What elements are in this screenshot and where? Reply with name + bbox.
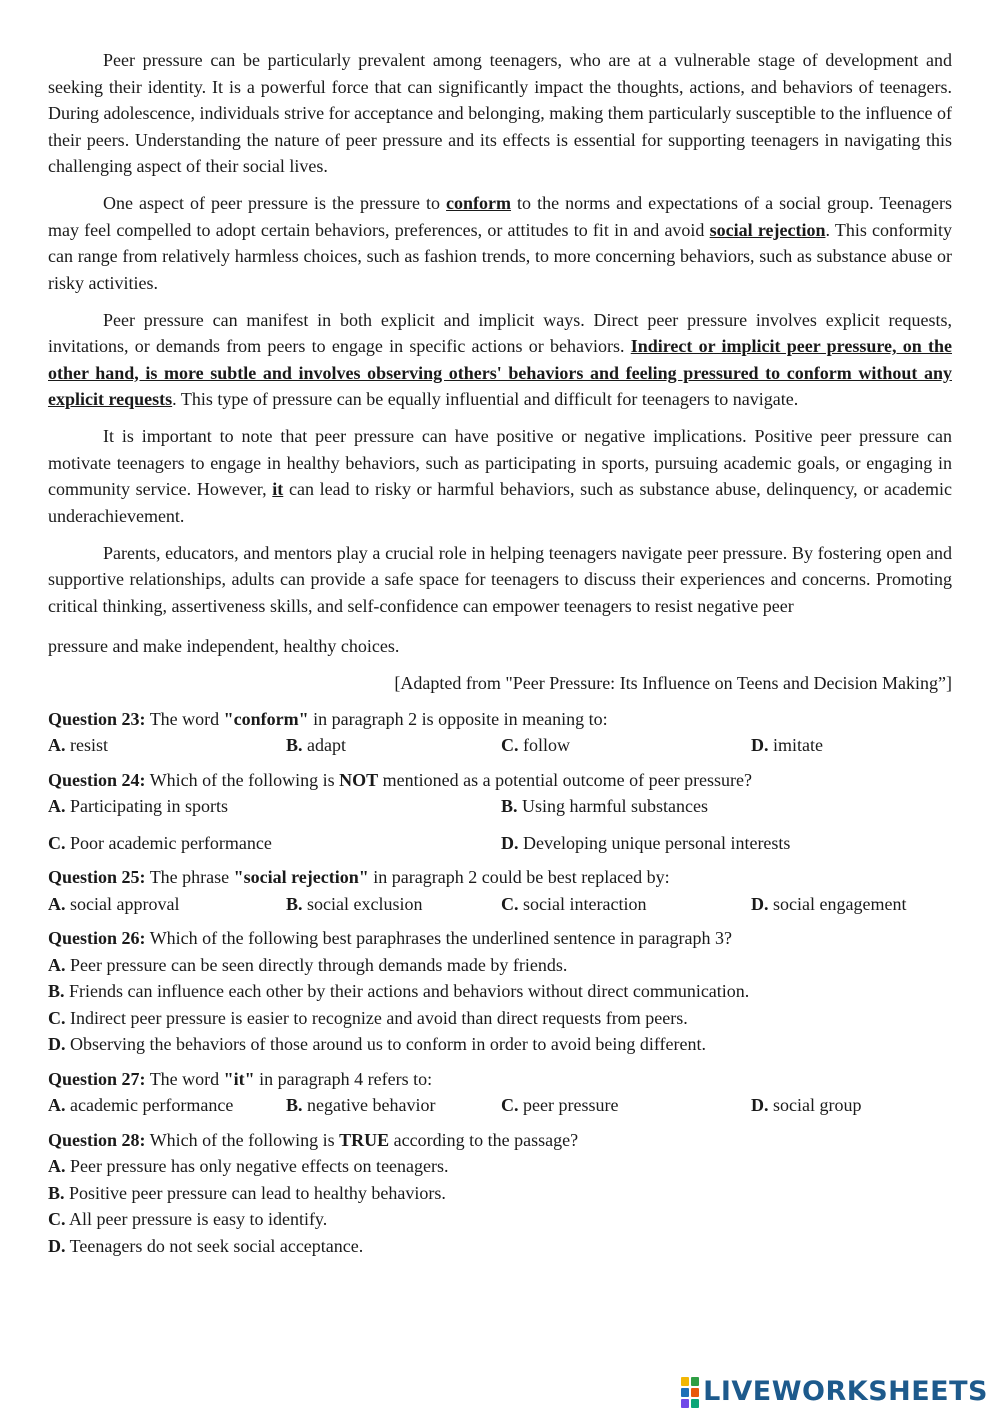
logo-tile	[691, 1388, 699, 1397]
passage-paragraph-4	[48, 423, 952, 529]
option-letter: A.	[48, 893, 66, 914]
text-run: Peer pressure can manifest in both explicit and implicit ways. Direct peer pressure involves explicit requests, invitations, or demands from peers to engage in specific actions or behaviors.	[48, 309, 952, 356]
option-text: resist	[65, 735, 108, 755]
question-label: Question 26:	[48, 928, 146, 948]
option-c[interactable]	[501, 732, 751, 759]
option-b[interactable]	[501, 793, 708, 820]
option-letter: D.	[48, 1034, 66, 1054]
option-letter: A.	[48, 954, 66, 975]
keyword: "conform"	[223, 708, 309, 729]
option-letter: A.	[48, 735, 66, 755]
text-run: to the norms and expectations of a social group. Teenagers may feel compelled to adopt certain behaviors, preferences, or attitudes to fit in and avoid	[48, 193, 952, 240]
option-letter: C.	[48, 1209, 66, 1229]
text-run: The word	[145, 708, 224, 729]
option-letter: B.	[286, 735, 303, 755]
options-row	[48, 793, 952, 820]
passage-paragraph-2	[48, 190, 952, 296]
option-letter: D.	[501, 832, 519, 853]
option-b[interactable]	[286, 1092, 501, 1119]
option-a[interactable]	[48, 732, 286, 759]
question-27	[48, 1066, 952, 1119]
option-text: Positive peer pressure can lead to healthy behaviors.	[64, 1182, 446, 1203]
option-b[interactable]	[48, 978, 952, 1005]
passage-paragraph-3	[48, 307, 952, 413]
option-letter: C.	[48, 832, 66, 853]
option-text: Developing unique personal interests	[518, 832, 791, 853]
option-d[interactable]	[751, 732, 823, 759]
text-run: in paragraph 2 is opposite in meaning to:	[308, 708, 608, 729]
question-label: Question 27:	[48, 1068, 146, 1089]
underlined-sentence-paragraph-3: Indirect or implicit peer pressure, on the other hand, is more subtle and involves observing others' behaviors and feeling pressured to conform without any explicit requests	[48, 336, 952, 409]
logo-tile	[681, 1388, 689, 1397]
option-text: Friends can influence each other by their actions and behaviors without direct communication.	[64, 981, 750, 1001]
question-24	[48, 767, 952, 857]
underlined-word-conform: conform	[446, 193, 512, 213]
logo-text: LIVEWORKSHEETS	[703, 1376, 988, 1408]
text-run: in paragraph 2 could be best replaced by:	[368, 867, 670, 887]
logo-tile	[681, 1399, 689, 1408]
option-text: Poor academic performance	[65, 832, 272, 853]
text-run: One aspect of peer pressure is the pressure to	[103, 193, 447, 213]
option-letter: C.	[501, 1095, 519, 1115]
text-run: can lead to risky or harmful behaviors, such as substance abuse, delinquency, or academic underachievement.	[48, 479, 952, 526]
option-letter: A.	[48, 1095, 66, 1115]
question-stem	[48, 864, 952, 891]
logo-tile	[681, 1377, 689, 1386]
option-text: Peer pressure has only negative effects on teenagers.	[65, 1156, 449, 1176]
option-c[interactable]	[48, 1005, 952, 1032]
source-citation: [Adapted from "Peer Pressure: Its Influence on Teens and Decision Making”]	[394, 673, 952, 693]
question-23	[48, 706, 952, 759]
liveworksheets-logo[interactable]	[681, 1377, 988, 1408]
option-text: Using harmful substances	[517, 796, 708, 816]
options-row	[48, 732, 952, 759]
question-25	[48, 864, 952, 917]
option-d[interactable]	[48, 1031, 952, 1058]
worksheet-page	[48, 47, 952, 1267]
option-letter: D.	[48, 1235, 66, 1256]
option-text: social engagement	[768, 893, 907, 914]
question-stem	[48, 706, 952, 733]
question-26	[48, 925, 952, 1058]
option-c[interactable]	[48, 1206, 952, 1233]
question-label: Question 25:	[48, 867, 146, 887]
question-label: Question 23:	[48, 708, 146, 729]
passage-paragraph-1: Peer pressure can be particularly prevalent among teenagers, who are at a vulnerable stage of development and seeking their identity. It is a powerful force that can significantly impact the thoughts, actions, and behaviors of teenagers. During adolescence, individuals strive for acceptance and belonging, making them particularly susceptible to the influence of their peers. Understanding the nature of peer pressure and its effects is essential for supporting teenagers in navigating this challenging aspect of their social lives.	[48, 50, 952, 176]
keyword: "social rejection"	[233, 867, 369, 887]
question-label: Question 28:	[48, 1129, 146, 1150]
question-stem	[48, 767, 952, 794]
text-run: The word	[145, 1068, 224, 1089]
option-letter: D.	[751, 735, 769, 755]
option-letter: B.	[48, 1182, 65, 1203]
option-d[interactable]	[751, 891, 906, 918]
option-text: Teenagers do not seek social acceptance.	[65, 1235, 364, 1256]
underlined-word-it: it	[272, 479, 284, 499]
option-letter: A.	[48, 796, 66, 816]
option-letter: C.	[48, 1007, 66, 1028]
text-run: Which of the following is	[145, 1129, 340, 1150]
option-letter: D.	[751, 1095, 769, 1115]
text-run: Which of the following is	[145, 769, 340, 790]
option-text: follow	[518, 735, 570, 755]
question-stem	[48, 1066, 952, 1093]
logo-tile	[691, 1377, 699, 1386]
options-row	[48, 830, 952, 857]
option-letter: C.	[501, 735, 519, 755]
liveworksheets-logo-icon	[681, 1377, 699, 1408]
option-a[interactable]	[48, 1153, 952, 1180]
option-a[interactable]	[48, 1092, 286, 1119]
question-stem	[48, 1127, 952, 1154]
question-stem	[48, 925, 952, 952]
option-letter: B.	[48, 981, 65, 1001]
option-text: Observing the behaviors of those around us to conform in order to avoid being different.	[65, 1034, 707, 1054]
text-run: The phrase	[145, 867, 234, 887]
option-letter: B.	[286, 1095, 303, 1115]
text-run: It is important to note that peer pressure can have positive or negative implications. Positive peer pressure can motivate teenagers to engage in healthy behaviors, such as participating in sports, pursuing academic goals, or engaging in community service. However,	[48, 426, 952, 499]
option-letter: B.	[501, 796, 518, 816]
options-row	[48, 1092, 952, 1119]
option-d[interactable]	[751, 1092, 861, 1119]
option-text: negative behavior	[302, 1095, 436, 1115]
passage-paragraph-5: Parents, educators, and mentors play a crucial role in helping teenagers navigate peer pressure. By fostering open and supportive relationships, adults can provide a safe space for teenagers to discuss their experiences and concerns. Promoting critical thinking, assertiveness skills, and self-confidence can empower teenagers to resist negative peer	[48, 542, 952, 616]
option-text: adapt	[302, 735, 346, 755]
option-b[interactable]	[286, 891, 501, 918]
option-a[interactable]	[48, 793, 501, 820]
options-row	[48, 891, 952, 918]
keyword: TRUE	[339, 1129, 390, 1150]
option-letter: A.	[48, 1156, 66, 1176]
option-letter: D.	[751, 893, 769, 914]
keyword: "it"	[223, 1068, 255, 1089]
option-text: Indirect peer pressure is easier to recognize and avoid than direct requests from peers.	[65, 1007, 688, 1028]
option-letter: B.	[286, 893, 303, 914]
option-text: academic performance	[65, 1095, 234, 1115]
logo-tile	[691, 1399, 699, 1408]
option-text: All peer pressure is easy to identify.	[65, 1209, 328, 1229]
option-d[interactable]	[501, 830, 790, 857]
option-letter: C.	[501, 893, 519, 914]
option-b[interactable]	[48, 1180, 952, 1207]
option-b[interactable]	[286, 732, 501, 759]
option-text: social interaction	[518, 893, 647, 914]
option-text: Participating in sports	[65, 796, 228, 816]
text-run: in paragraph 4 refers to:	[254, 1068, 433, 1089]
text-run: mentioned as a potential outcome of peer pressure?	[378, 769, 753, 790]
text-run: . This conformity can range from relatively harmless choices, such as fashion trends, to more concerning behaviors, such as substance abuse or risky activities.	[48, 219, 953, 293]
option-text: peer pressure	[518, 1095, 619, 1115]
option-a[interactable]	[48, 952, 952, 979]
option-c[interactable]	[501, 891, 751, 918]
option-a[interactable]	[48, 891, 286, 918]
question-label: Question 24:	[48, 769, 146, 790]
option-text: social approval	[65, 893, 180, 914]
option-c[interactable]	[501, 1092, 751, 1119]
option-text: social exclusion	[302, 893, 423, 914]
option-text: Peer pressure can be seen directly through demands made by friends.	[65, 954, 568, 975]
passage-paragraph-5-continued: pressure and make independent, healthy choices.	[48, 636, 400, 656]
option-c[interactable]	[48, 830, 501, 857]
question-28	[48, 1127, 952, 1260]
underlined-phrase-social-rejection: social rejection	[709, 219, 826, 240]
text-run: Which of the following best paraphrases the underlined sentence in paragraph 3?	[145, 928, 732, 948]
option-text: imitate	[768, 735, 823, 755]
option-d[interactable]	[48, 1233, 952, 1260]
text-run: . This type of pressure can be equally influential and difficult for teenagers to navigate.	[172, 389, 799, 409]
text-run: according to the passage?	[389, 1129, 579, 1150]
option-text: social group	[768, 1095, 862, 1115]
keyword: NOT	[339, 769, 379, 790]
